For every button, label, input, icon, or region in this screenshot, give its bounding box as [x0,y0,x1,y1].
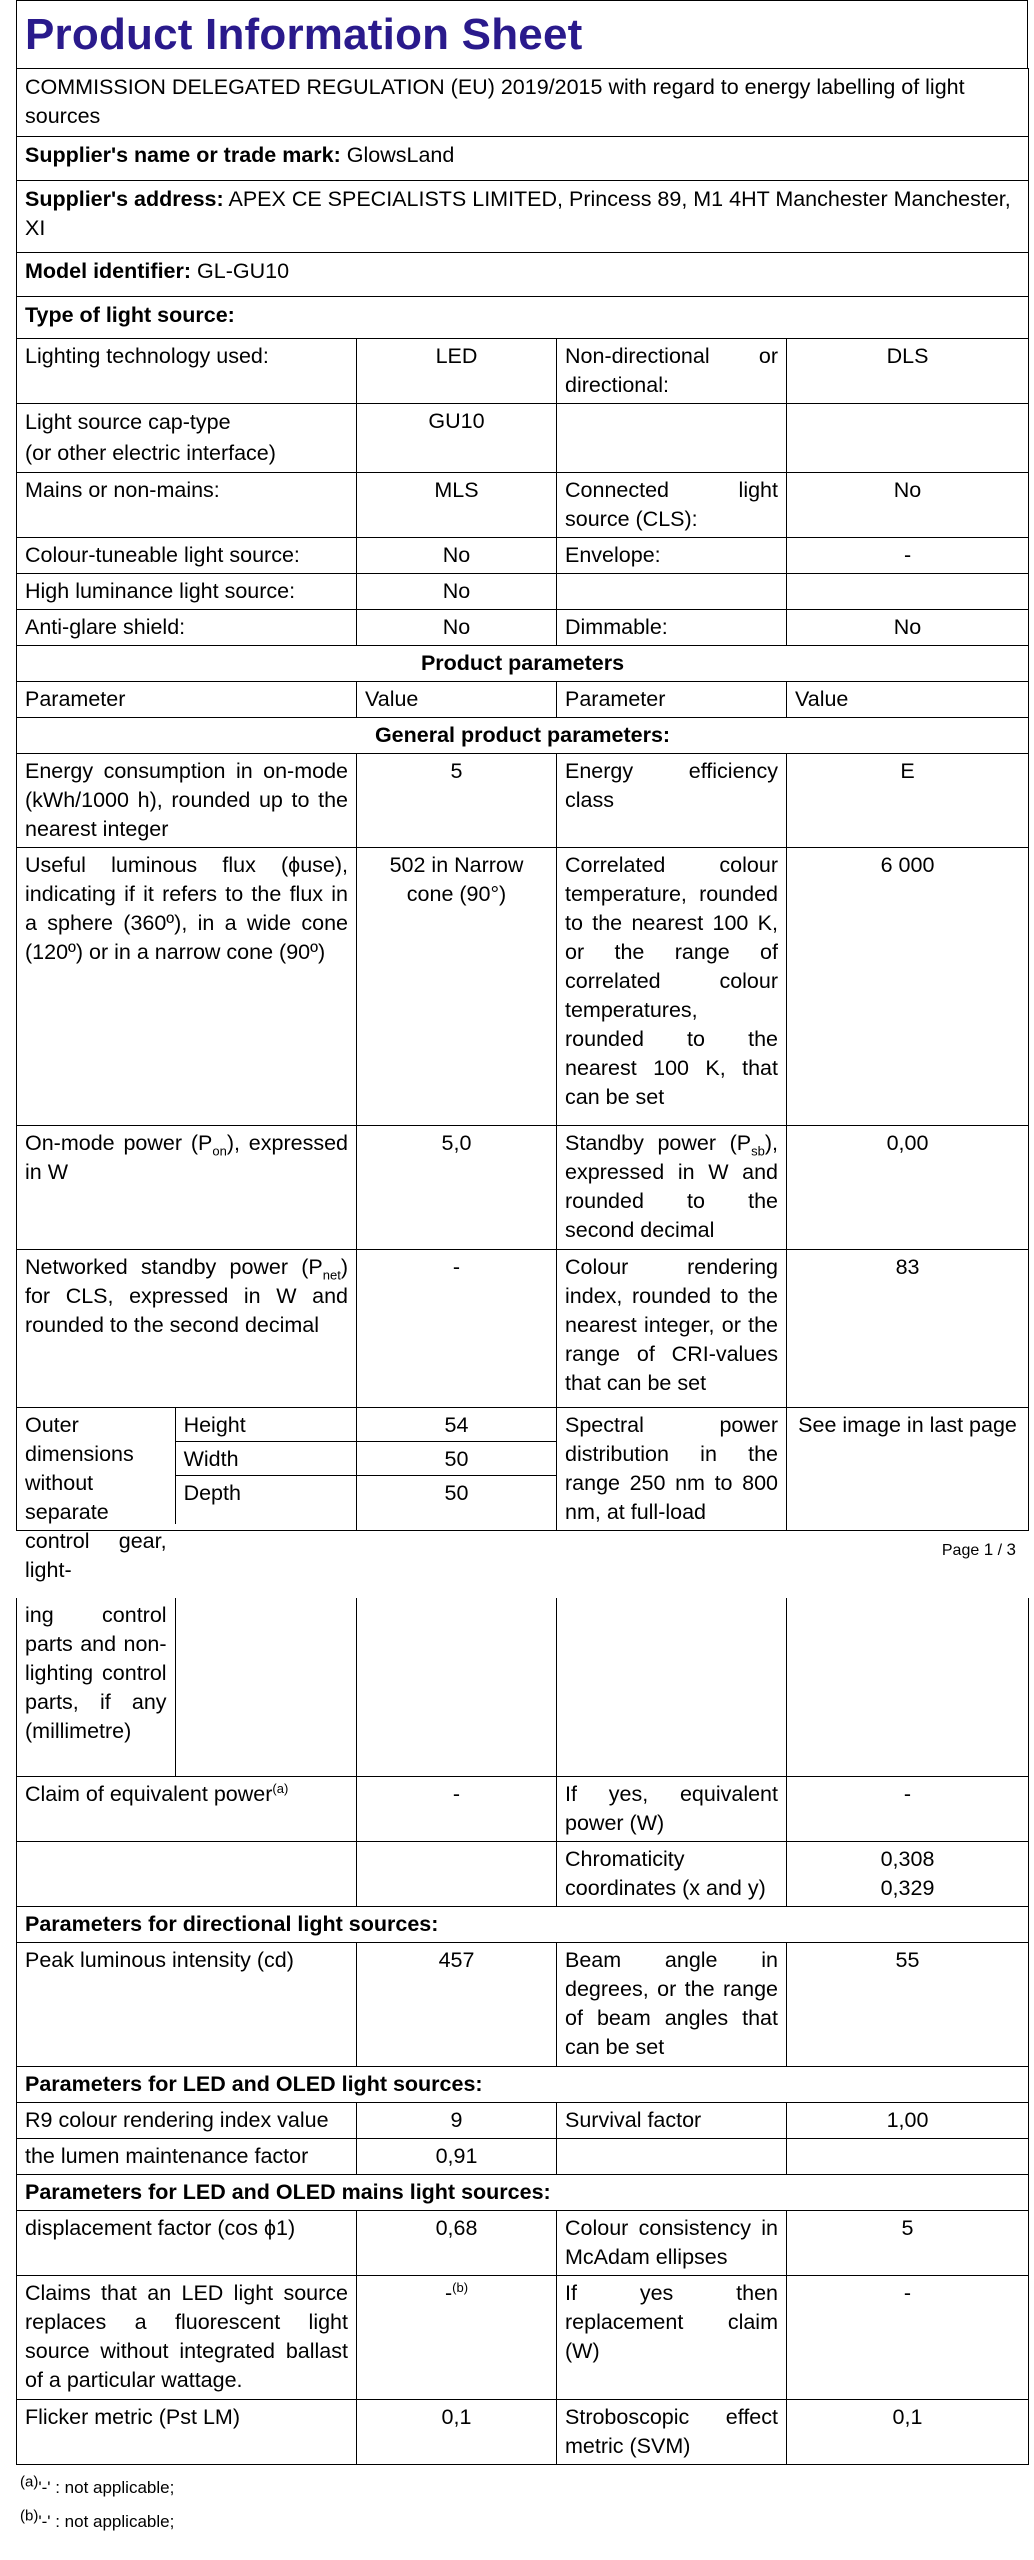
stroboscopic-value: 0,1 [787,2400,1029,2465]
flicker-value: 0,1 [357,2400,557,2465]
claims-value: - [444,2281,453,2305]
model-row [17,253,1029,297]
flicker-label: Flicker metric (Pst LM) [17,2400,357,2465]
colour-tuneable-row [17,538,1029,574]
type-heading-row [17,297,1029,339]
depth-value: 50 [444,1481,469,1505]
led-mains-heading-row [17,2175,1029,2211]
cap-type-value: GU10 [357,404,557,473]
flicker-row [17,2400,1029,2465]
supplier-name-label: Supplier's name or trade mark: [25,143,341,167]
footnotes [20,2473,175,2534]
mains-value: MLS [357,473,557,538]
col-header-parameter-1: Parameter [17,682,357,718]
energy-row [17,754,1029,848]
supplier-address-row [17,181,1029,253]
supplier-name-value: GlowsLand [346,143,455,167]
cri-label: Colour rendering index, rounded to the nearest integer, or the range of CRI-values that can be set [557,1250,787,1408]
envelope-label: Envelope: [557,538,787,574]
survival-label: Survival factor [557,2103,787,2139]
dimmable-label: Dimmable: [557,610,787,646]
on-mode-row: On-mode power $(P_{on})$, expressed in W 5,0 Standby power $(P_{sb})$, expressed in W and rounded to the second decimal 0,00 [17,1126,1029,1250]
claims-row: Claims that an LED light source replaces a fluorescent light source without integrated ballast of a particular wattage. -$^{(b)}$ If yes then replacement claim (W) - [17,2276,1029,2400]
standby-value: 0,00 [787,1126,1029,1250]
regulation-text: COMMISSION DELEGATED REGULATION (EU) 2019/2015 with regard to energy labelling of light sources [17,69,1029,137]
replacement-claim-label: If yes then replacement claim (W) [557,2276,787,2400]
flux-label: Useful luminous flux (ϕuse), indicating if it refers to the flux in a sphere (360º), in a wide cone (120º) or in a narrow cone (90º) [17,848,357,1126]
page-title: Product Information Sheet [25,10,583,59]
equivalent-row: Claim of equivalent power$^{(a)}$ - If yes, equivalent power (W) - [17,1777,1029,1842]
chromaticity-y: 0,329 [880,1876,935,1900]
spectral-value: See image in last page [787,1408,1029,1531]
envelope-value: - [787,538,1029,574]
chromaticity-x: 0,308 [880,1847,935,1871]
high-luminance-value: No [357,574,557,610]
cap-type-label-sub: (or other electric interface) [25,441,276,465]
depth-label: Depth [183,1481,241,1505]
page-current: 1 [983,1540,994,1559]
model-value: GL-GU10 [197,259,290,283]
directional-heading-row [17,1907,1029,1943]
height-label: Height [176,1408,356,1442]
peak-intensity-row [17,1943,1029,2067]
model-label: Model identifier: [25,259,192,283]
directional-heading: Parameters for directional light sources: [17,1907,1029,1943]
displacement-value: 0,68 [357,2211,557,2276]
beam-angle-value: 55 [787,1943,1029,2067]
networked-label: Networked standby power (P [25,1255,323,1279]
dimensions-row [17,1408,1029,1531]
supplier-address-label: Supplier's address: [25,187,224,211]
page-total: 3 [1006,1540,1016,1559]
col-header-value-2: Value [787,682,1029,718]
on-mode-value: 5,0 [357,1126,557,1250]
title-row [16,0,1028,68]
column-headers-row [17,682,1029,718]
high-luminance-row [17,574,1029,610]
lighting-tech-row [17,339,1029,404]
general-heading-row [17,718,1029,754]
cct-label: Correlated colour temperature, rounded to the nearest 100 K, or the range of correlated colour temperatures, rounded to the nearest 100 K, that can be set [557,848,787,1126]
width-value: 50 [357,1442,556,1476]
cri-value: 83 [787,1250,1029,1408]
general-heading: General product parameters: [17,718,1029,754]
lumen-maintenance-label: the lumen maintenance factor [17,2139,357,2175]
colour-tuneable-value: No [357,538,557,574]
chromaticity-label: Chromaticity coordinates (x and y) [557,1842,787,1907]
r9-row [17,2103,1029,2139]
col-header-value-1: Value [357,682,557,718]
r9-label: R9 colour rendering index value [17,2103,357,2139]
displacement-row [17,2211,1029,2276]
cap-type-label: Light source cap-type [25,410,231,434]
cct-value: 6 000 [787,848,1029,1126]
chromaticity-row [17,1842,1029,1907]
dimensions-continued-row [17,1598,1029,1777]
anti-glare-value: No [357,610,557,646]
cap-type-row [17,404,1029,473]
displacement-label: displacement factor (cos ϕ1) [17,2211,357,2276]
col-header-parameter-2: Parameter [557,682,787,718]
flux-row [17,848,1029,1126]
equivalent-power-label: If yes, equivalent power (W) [557,1777,787,1842]
survival-value: 1,00 [787,2103,1029,2139]
page-footer: Page 1 / 3 [941,1540,1016,1559]
dimensions-label-continued: ing control parts and non-lighting control parts, if any (millimetre) [25,1603,167,1743]
product-information-sheet [16,0,1028,2531]
directionality-value: DLS [787,339,1029,404]
flux-value: 502 in Narrow cone (90°) [357,848,557,1126]
led-heading-row [17,2067,1029,2103]
lumen-maintenance-row [17,2139,1029,2175]
width-label: Width [176,1442,356,1476]
lighting-tech-label: Lighting technology used: [17,339,357,404]
dimmable-value: No [787,610,1029,646]
supplier-name-row [17,137,1029,181]
led-heading: Parameters for LED and OLED light sources: [17,2067,1029,2103]
networked-value: - [357,1250,557,1408]
anti-glare-row [17,610,1029,646]
mains-row [17,473,1029,538]
supplier-address-value: APEX CE SPECIALISTS LIMITED, Princess 89, M1 4HT Manchester Manchester, XI [25,187,1011,240]
spectral-label: Spectral power distribution in the range 250 nm to 800 nm, at full-load [557,1408,787,1531]
cls-value: No [787,473,1029,538]
peak-intensity-label: Peak luminous intensity (cd) [17,1943,357,2067]
product-parameters-heading-row [17,646,1029,682]
dimensions-label: Outer dimensions without separate control gear, light- [25,1413,167,1582]
anti-glare-label: Anti-glare shield: [17,610,357,646]
on-mode-label: On-mode power (P [25,1131,213,1155]
r9-value: 9 [357,2103,557,2139]
efficiency-class-value: E [787,754,1029,848]
lumen-maintenance-value: 0,91 [357,2139,557,2175]
claims-label: Claims that an LED light source replaces a fluorescent light source without integrated ballast of a particular wattage. [17,2276,357,2400]
stroboscopic-label: Stroboscopic effect metric (SVM) [557,2400,787,2465]
peak-intensity-value: 457 [357,1943,557,2067]
product-parameters-heading: Product parameters [17,646,1029,682]
cls-label: Connected light source (CLS): [557,473,787,538]
directionality-label: Non-directional or directional: [557,339,787,404]
regulation-row [17,69,1029,137]
colour-tuneable-label: Colour-tuneable light source: [17,538,357,574]
mains-label: Mains or non-mains: [17,473,357,538]
colour-consistency-label: Colour consistency in McAdam ellipses [557,2211,787,2276]
efficiency-class-label: Energy efficiency class [557,754,787,848]
replacement-claim-value: - [787,2276,1029,2400]
type-heading: Type of light source: [17,297,1029,339]
footnote-a: (a)'-' : not applicable; [20,2473,175,2497]
high-luminance-label: High luminance light source: [17,574,357,610]
lighting-tech-value: LED [357,339,557,404]
led-mains-heading: Parameters for LED and OLED mains light sources: [17,2175,1029,2211]
energy-label: Energy consumption in on-mode (kWh/1000 h), rounded up to the nearest integer [17,754,357,848]
height-value: 54 [357,1408,556,1442]
equivalent-power-value: - [787,1777,1029,1842]
beam-angle-label: Beam angle in degrees, or the range of beam angles that can be set [557,1943,787,2067]
equivalent-value: - [357,1777,557,1842]
equivalent-label: Claim of equivalent power [25,1782,273,1806]
colour-consistency-value: 5 [787,2211,1029,2276]
footnote-b: (b)'-' : not applicable; [20,2507,175,2531]
sheet-table-page-2 [16,1598,1029,2465]
networked-row: Networked standby power $(P_{net})$ for CLS, expressed in W and rounded to the second decimal - Colour rendering index, rounded to the nearest integer, or the range of CRI-values that can be set 83 [17,1250,1029,1408]
standby-label: Standby power (P [565,1131,752,1155]
energy-value: 5 [357,754,557,848]
